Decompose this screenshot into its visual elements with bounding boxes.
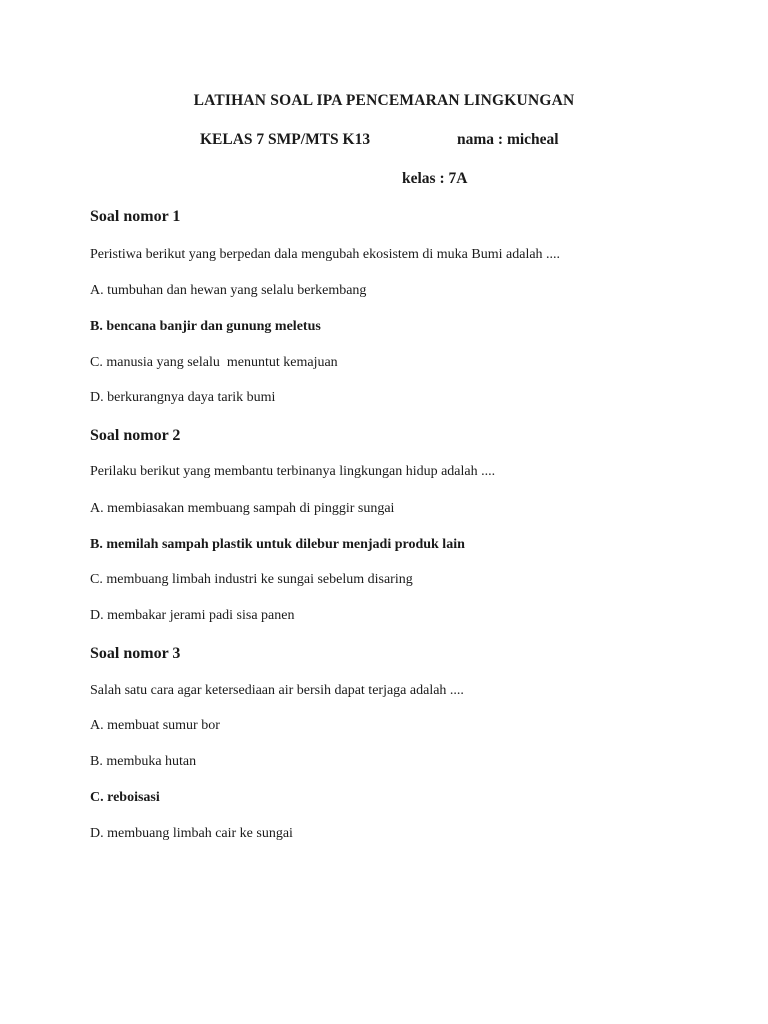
student-class: kelas : 7A bbox=[402, 170, 468, 187]
question-3-option-c-answer: C. reboisasi bbox=[90, 790, 160, 805]
question-1-heading: Soal nomor 1 bbox=[90, 208, 181, 225]
question-2-heading: Soal nomor 2 bbox=[90, 427, 181, 444]
document-title: LATIHAN SOAL IPA PENCEMARAN LINGKUNGAN bbox=[193, 92, 575, 109]
student-name: nama : micheal bbox=[457, 131, 559, 148]
question-1-option-b-answer: B. bencana banjir dan gunung meletus bbox=[90, 319, 321, 334]
question-3-text: Salah satu cara agar ketersediaan air bersih dapat terjaga adalah .... bbox=[90, 683, 464, 698]
question-3-heading: Soal nomor 3 bbox=[90, 645, 181, 662]
question-1-option-a: A. tumbuhan dan hewan yang selalu berkembang bbox=[90, 283, 367, 298]
question-2-option-a: A. membiasakan membuang sampah di pinggir sungai bbox=[90, 501, 395, 516]
question-3-option-a: A. membuat sumur bor bbox=[90, 718, 220, 733]
question-2-text: Perilaku berikut yang membantu terbinanya lingkungan hidup adalah .... bbox=[90, 464, 496, 479]
question-1-option-d: D. berkurangnya daya tarik bumi bbox=[90, 390, 276, 405]
question-1-text: Peristiwa berikut yang berpedan dala mengubah ekosistem di muka Bumi adalah .... bbox=[90, 247, 561, 262]
question-3-option-b: B. membuka hutan bbox=[90, 754, 197, 769]
question-3-option-d: D. membuang limbah cair ke sungai bbox=[90, 826, 293, 841]
question-1-option-c: C. manusia yang selalu menuntut kemajuan bbox=[90, 355, 338, 370]
question-2-option-d: D. membakar jerami padi sisa panen bbox=[90, 608, 295, 623]
class-info: KELAS 7 SMP/MTS K13 bbox=[200, 131, 371, 148]
question-2-option-c: C. membuang limbah industri ke sungai sebelum disaring bbox=[90, 572, 413, 587]
question-2-option-b-answer: B. memilah sampah plastik untuk dilebur menjadi produk lain bbox=[90, 537, 465, 552]
